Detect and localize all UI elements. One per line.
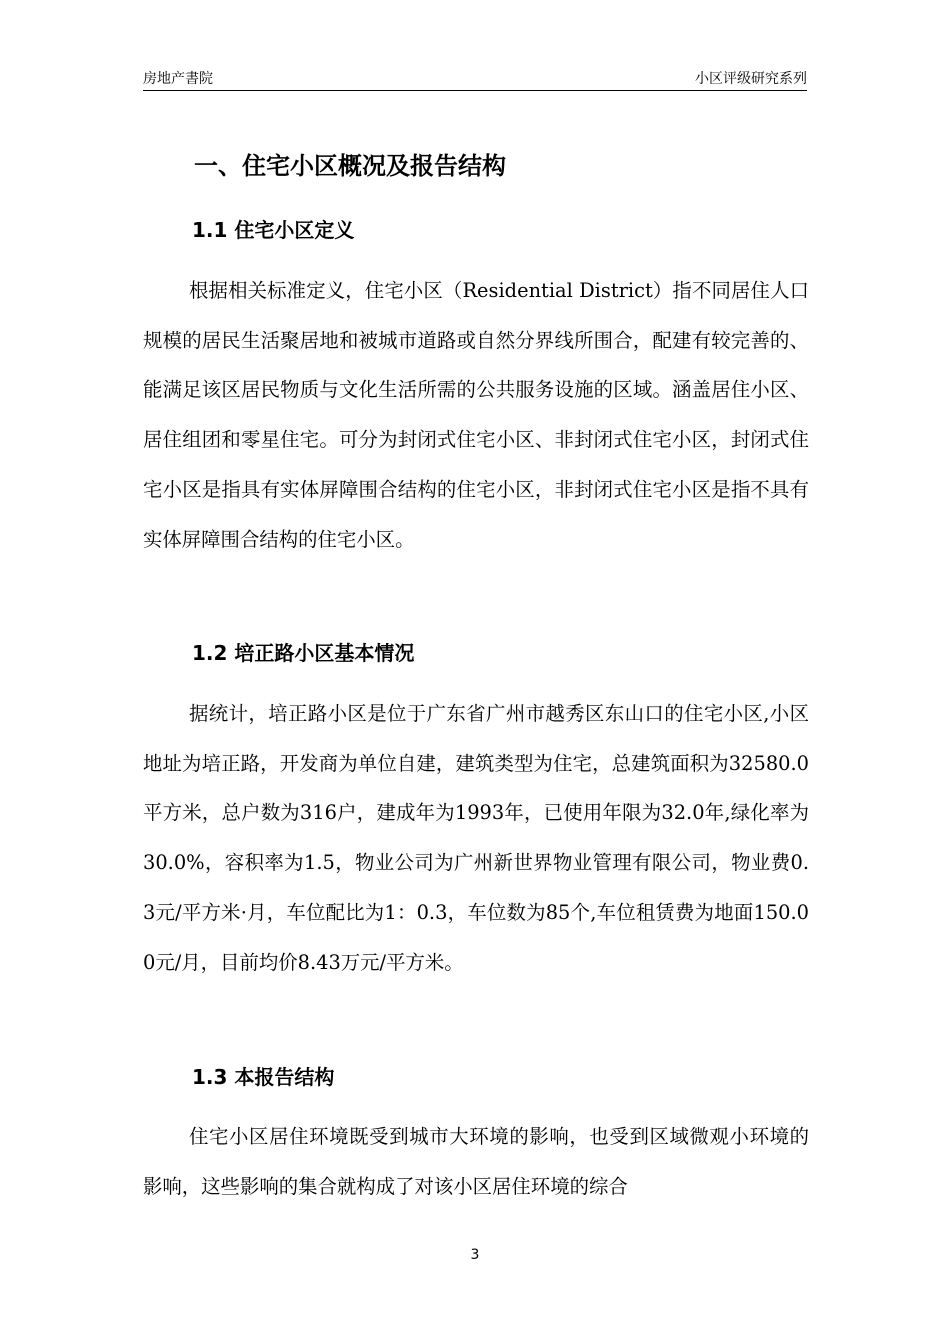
section-heading-1-3: 1.3 本报告结构	[192, 1065, 335, 1089]
section-heading-1-1: 1.1 住宅小区定义	[192, 218, 355, 242]
section-paragraph-1-3: 住宅小区居住环境既受到城市大环境的影响，也受到区域微观小环境的影响，这些影响的集合就构成了对该小区居住环境的综合	[143, 1125, 809, 1198]
chapter-title: 一、住宅小区概况及报告结构	[194, 152, 506, 180]
section-paragraph-1-2: 据统计，培正路小区是位于广东省广州市越秀区东山口的住宅小区,小区地址为培正路，开发商为单位自建，建筑类型为住宅，总建筑面积为32580.0平方米，总户数为316户，建成年为1993年，已使用年限为32.0年,绿化率为30.0%，容积率为1.5，物业公司为广州新世界物业管理有限公司，物业费0.3元/平方米·月，车位配比为1：0.3，车位数为85个,车位租赁费为地面150.00元/月，目前均价8.43万元/平方米。	[143, 702, 809, 974]
page-header	[143, 66, 807, 91]
page-number: 3	[470, 1247, 480, 1263]
section-paragraph-1-1: 根据相关标准定义，住宅小区（Residential District）指不同居住人口规模的居民生活聚居地和被城市道路或自然分界线所围合，配建有较完善的、能满足该区居民物质与文化生活所需的公共服务设施的区域。涵盖居住小区、居住组团和零星住宅。可分为封闭式住宅小区、非封闭式住宅小区，封闭式住宅小区是指具有实体屏障围合结构的住宅小区，非封闭式住宅小区是指不具有实体屏障围合结构的住宅小区。	[143, 279, 809, 551]
section-heading-1-2: 1.2 培正路小区基本情况	[192, 641, 415, 665]
header-series-title: 小区评级研究系列	[695, 71, 807, 87]
header-publisher: 房地产書院	[143, 71, 213, 87]
